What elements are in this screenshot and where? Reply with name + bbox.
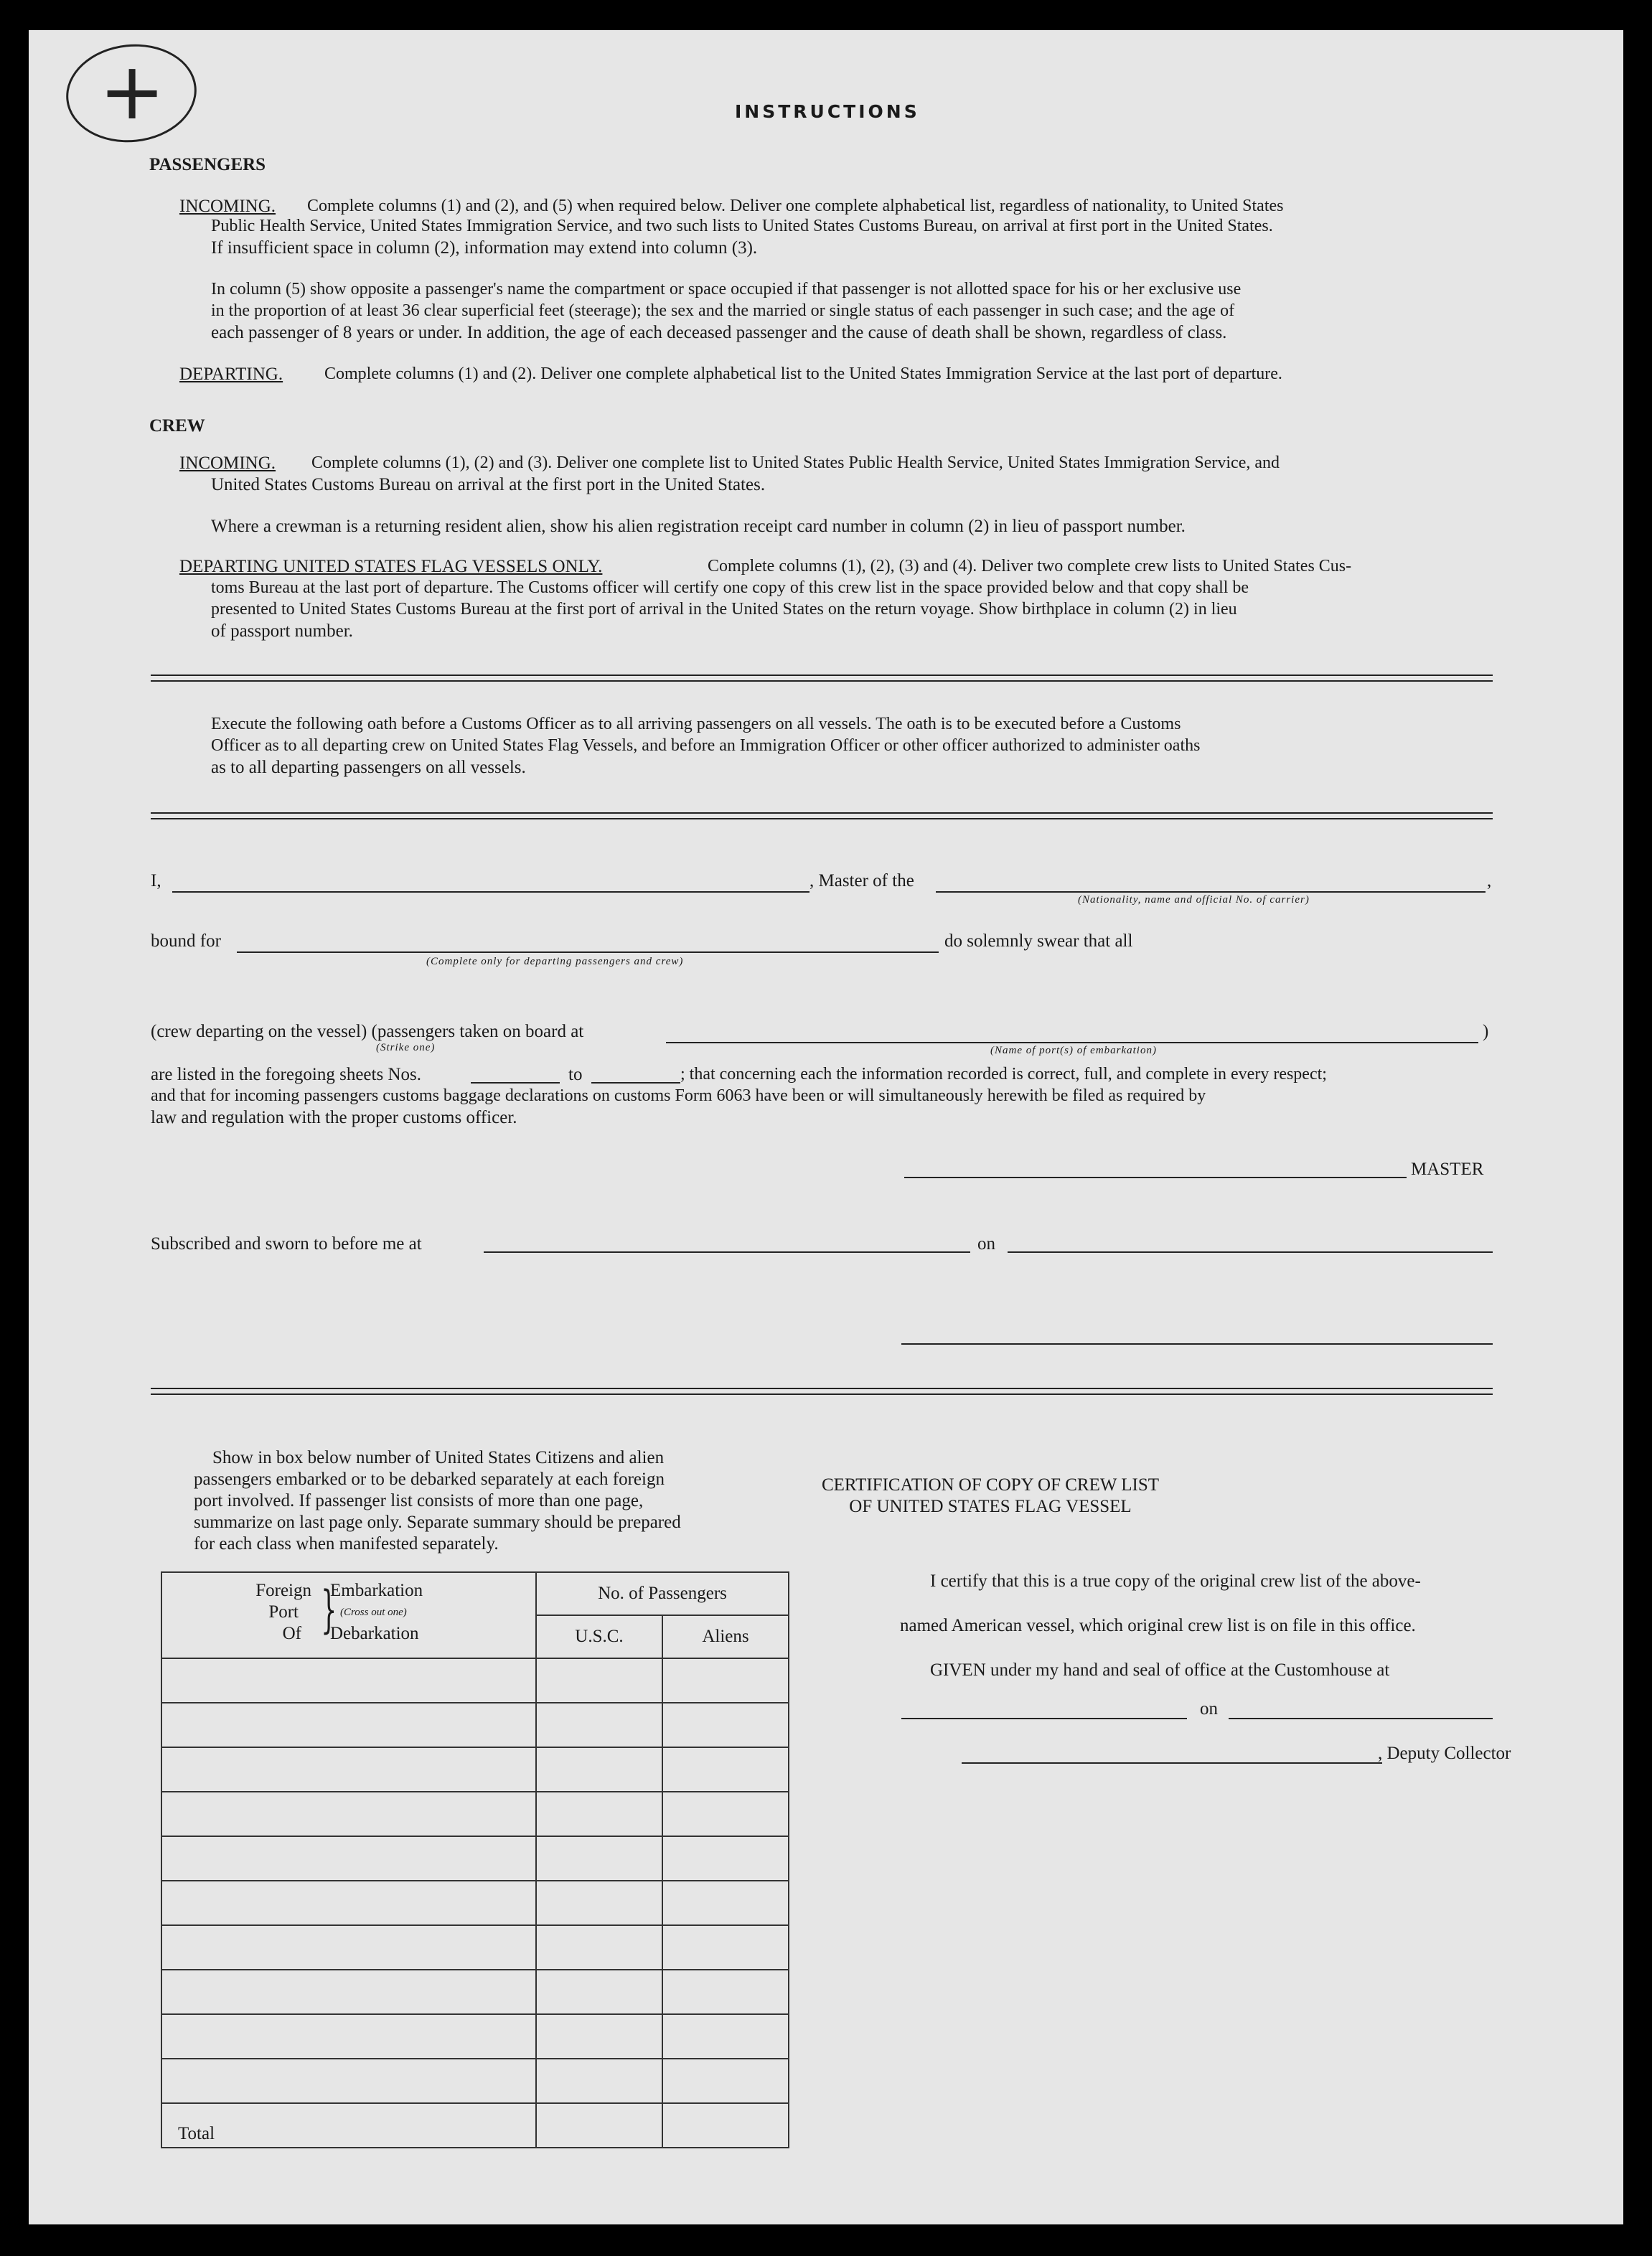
of-label: Of (282, 1624, 301, 1643)
sheet-to-field[interactable] (591, 1082, 680, 1084)
aliens-cell[interactable] (662, 1836, 789, 1881)
oath-instructions-line3: as to all departing passengers on all vessels. (211, 758, 526, 777)
sworn-place-field[interactable] (484, 1251, 970, 1253)
oath-solemnly: do solemnly swear that all (944, 931, 1133, 951)
customhouse-field[interactable] (901, 1718, 1187, 1719)
passenger-summary-table (161, 1571, 789, 2148)
debarkation-label: Debarkation (330, 1624, 419, 1643)
port-cell[interactable] (161, 1925, 536, 1970)
passengers-heading: PASSENGERS (149, 155, 266, 174)
certification-line3: GIVEN under my hand and seal of office at the Customhouse at (930, 1660, 1390, 1680)
certification-line1: I certify that this is a true copy of the original crew list of the above- (930, 1571, 1421, 1591)
usc-cell[interactable] (536, 1881, 662, 1925)
aliens-cell[interactable] (662, 2014, 789, 2059)
deputy-collector-signature-field[interactable] (962, 1762, 1382, 1764)
column5-line1: In column (5) show opposite a passenger's name the compartment or space occupied if that passenger is not allotted space for his or her exclusive use (211, 280, 1242, 299)
usc-cell[interactable] (536, 1970, 662, 2014)
master-name-field[interactable] (172, 891, 809, 893)
passengers-incoming-line2: Public Health Service, United States Immigration Service, and two such lists to United States Customs Bureau, on arrival at first port in the United States. (211, 217, 1273, 235)
form-page (29, 30, 1623, 2224)
carrier-field[interactable] (936, 891, 1486, 893)
table-row (161, 1792, 789, 1836)
total-label: Total (161, 2103, 536, 2148)
crew-incoming-label: INCOMING. (179, 453, 276, 473)
brace-icon: } (321, 1580, 337, 1639)
summary-instructions-line1: Show in box below number of United States Citizens and alien (212, 1448, 665, 1467)
aliens-cell[interactable] (662, 1881, 789, 1925)
certification-on-label: on (1200, 1699, 1218, 1719)
summary-instructions-line4: summarize on last page only. Separate summary should be prepared (194, 1513, 681, 1532)
port-cell[interactable] (161, 1658, 536, 1703)
oath-comma: , (1487, 871, 1492, 890)
oath-crew-departing: (crew departing on the vessel) (passengers taken on board at (151, 1022, 584, 1041)
table-row (161, 1881, 789, 1925)
divider (151, 812, 1493, 819)
passengers-incoming-line3: If insufficient space in column (2), information may extend into column (3). (211, 238, 758, 258)
summary-instructions-line2: passengers embarked or to be debarked separately at each foreign (194, 1470, 665, 1489)
usc-cell[interactable] (536, 1836, 662, 1881)
sworn-date-field[interactable] (1008, 1251, 1493, 1253)
column5-line2: in the proportion of at least 36 clear superficial feet (steerage); the sex and the married or single status of each passenger in such case; and the age of (211, 301, 1235, 320)
oath-line2: and that for incoming passengers customs baggage declarations on customs Form 6063 have been or will simultaneously herewith be filed as required by (151, 1086, 1206, 1105)
summary-instructions-line3: port involved. If passenger list consists of more than one page, (194, 1491, 644, 1510)
oath-i-label: I, (151, 871, 161, 890)
oath-instructions-line2: Officer as to all departing crew on United States Flag Vessels, and before an Immigration Officer or other officer authorized to administer oaths (211, 736, 1201, 755)
usc-cell[interactable] (536, 1792, 662, 1836)
total-aliens-cell[interactable] (662, 2103, 789, 2148)
embarkation-port-caption: (Name of port(s) of embarkation) (990, 1045, 1157, 1056)
officer-signature-field[interactable] (901, 1343, 1493, 1345)
table-row (161, 1836, 789, 1881)
crew-departing-line1: Complete columns (1), (2), (3) and (4). Deliver two complete crew lists to United States Cus- (708, 557, 1352, 575)
crew-incoming-line1: Complete columns (1), (2) and (3). Deliver one complete list to United States Public Health Service, United States Immigration Service, and (311, 453, 1280, 472)
usc-cell[interactable] (536, 2014, 662, 2059)
certification-heading2: OF UNITED STATES FLAG VESSEL (849, 1497, 1132, 1516)
crew-departing-line2: toms Bureau at the last port of departure. The Customs officer will certify one copy of this crew list in the space provided below and that copy shall be (211, 578, 1249, 597)
oath-listed-pre: are listed in the foregoing sheets Nos. (151, 1065, 421, 1084)
port-cell[interactable] (161, 1881, 536, 1925)
usc-cell[interactable] (536, 2059, 662, 2103)
bound-for-field[interactable] (237, 951, 939, 953)
foreign-port-header (161, 1572, 536, 1658)
crew-departing-label: DEPARTING UNITED STATES FLAG VESSELS ONLY. (179, 557, 603, 576)
certification-heading1: CERTIFICATION OF COPY OF CREW LIST (821, 1475, 1160, 1495)
oath-line3: law and regulation with the proper customs officer. (151, 1108, 517, 1127)
total-row (161, 2103, 789, 2148)
handwritten-plus-mark: + (99, 45, 166, 137)
sheet-from-field[interactable] (471, 1082, 560, 1084)
usc-cell[interactable] (536, 1658, 662, 1703)
sworn-on-label: on (977, 1234, 995, 1254)
no-passengers-header: No. of Passengers (536, 1572, 789, 1615)
passengers-incoming-line1: Complete columns (1) and (2), and (5) when required below. Deliver one complete alphabetical list, regardless of nationality, to United States (307, 197, 1284, 215)
port-cell[interactable] (161, 1792, 536, 1836)
passengers-incoming-label: INCOMING. (179, 197, 276, 216)
port-label: Port (268, 1602, 299, 1622)
aliens-cell[interactable] (662, 1747, 789, 1792)
bound-for-caption: (Complete only for departing passengers and crew) (426, 956, 684, 967)
table-row (161, 2014, 789, 2059)
foreign-label: Foreign (255, 1581, 311, 1600)
passengers-departing-text: Complete columns (1) and (2). Deliver one complete alphabetical list to the United States Immigration Service at the last port of departure. (324, 365, 1282, 383)
usc-cell[interactable] (536, 1925, 662, 1970)
cross-out-label: (Cross out one) (340, 1607, 407, 1618)
master-signature-field[interactable] (904, 1177, 1407, 1178)
passengers-departing-label: DEPARTING. (179, 365, 283, 384)
aliens-cell[interactable] (662, 2059, 789, 2103)
port-cell[interactable] (161, 2014, 536, 2059)
port-cell[interactable] (161, 1970, 536, 2014)
divider (151, 1388, 1493, 1395)
port-cell[interactable] (161, 1747, 536, 1792)
certification-line2: named American vessel, which original crew list is on file in this office. (900, 1616, 1416, 1635)
usc-header: U.S.C. (536, 1615, 662, 1658)
aliens-cell[interactable] (662, 1792, 789, 1836)
total-usc-cell[interactable] (536, 2103, 662, 2148)
table-row (161, 1658, 789, 1703)
table-row (161, 1925, 789, 1970)
subscribed-label: Subscribed and sworn to before me at (151, 1234, 422, 1254)
crew-incoming-line2: United States Customs Bureau on arrival at the first port in the United States. (211, 475, 766, 494)
summary-instructions-line5: for each class when manifested separately. (194, 1534, 499, 1554)
oath-close-paren: ) (1483, 1022, 1489, 1041)
column5-line3: each passenger of 8 years or under. In addition, the age of each deceased passenger and the cause of death shall be shown, regardless of class. (211, 323, 1227, 342)
crew-heading: CREW (149, 416, 205, 436)
embarkation-label: Embarkation (330, 1581, 423, 1600)
oath-master-of: , Master of the (809, 871, 914, 890)
embarkation-port-field[interactable] (666, 1042, 1478, 1043)
deputy-collector-label: , Deputy Collector (1378, 1744, 1511, 1763)
oath-instructions-line1: Execute the following oath before a Customs Officer as to all arriving passengers on all vessels. The oath is to be executed before a Customs (211, 715, 1181, 733)
page-title: INSTRUCTIONS (735, 101, 920, 122)
carrier-caption: (Nationality, name and official No. of carrier) (1078, 894, 1310, 906)
table-row (161, 1747, 789, 1792)
certification-date-field[interactable] (1229, 1718, 1493, 1719)
divider (151, 675, 1493, 682)
aliens-cell[interactable] (662, 1925, 789, 1970)
aliens-header: Aliens (662, 1615, 789, 1658)
oath-listed-post: ; that concerning each the information recorded is correct, full, and complete in every respect; (680, 1065, 1327, 1084)
crew-departing-line4: of passport number. (211, 621, 353, 641)
aliens-cell[interactable] (662, 1658, 789, 1703)
usc-cell[interactable] (536, 1747, 662, 1792)
master-label: MASTER (1411, 1160, 1484, 1179)
port-cell[interactable] (161, 1836, 536, 1881)
aliens-cell[interactable] (662, 1970, 789, 2014)
table-row (161, 2059, 789, 2103)
crew-departing-line3: presented to United States Customs Bureau at the first port of arrival in the United States on the return voyage. Show birthplace in column (2) in lieu (211, 600, 1237, 619)
oath-bound-for: bound for (151, 931, 221, 951)
oath-listed-to: to (568, 1065, 583, 1084)
port-cell[interactable] (161, 1703, 536, 1747)
strike-caption: (Strike one) (376, 1042, 436, 1053)
port-cell[interactable] (161, 2059, 536, 2103)
table-row (161, 1703, 789, 1747)
crew-resident-alien: Where a crewman is a returning resident alien, show his alien registration receipt card number in column (2) in lieu of passport number. (211, 517, 1186, 536)
aliens-cell[interactable] (662, 1703, 789, 1747)
usc-cell[interactable] (536, 1703, 662, 1747)
table-row (161, 1970, 789, 2014)
